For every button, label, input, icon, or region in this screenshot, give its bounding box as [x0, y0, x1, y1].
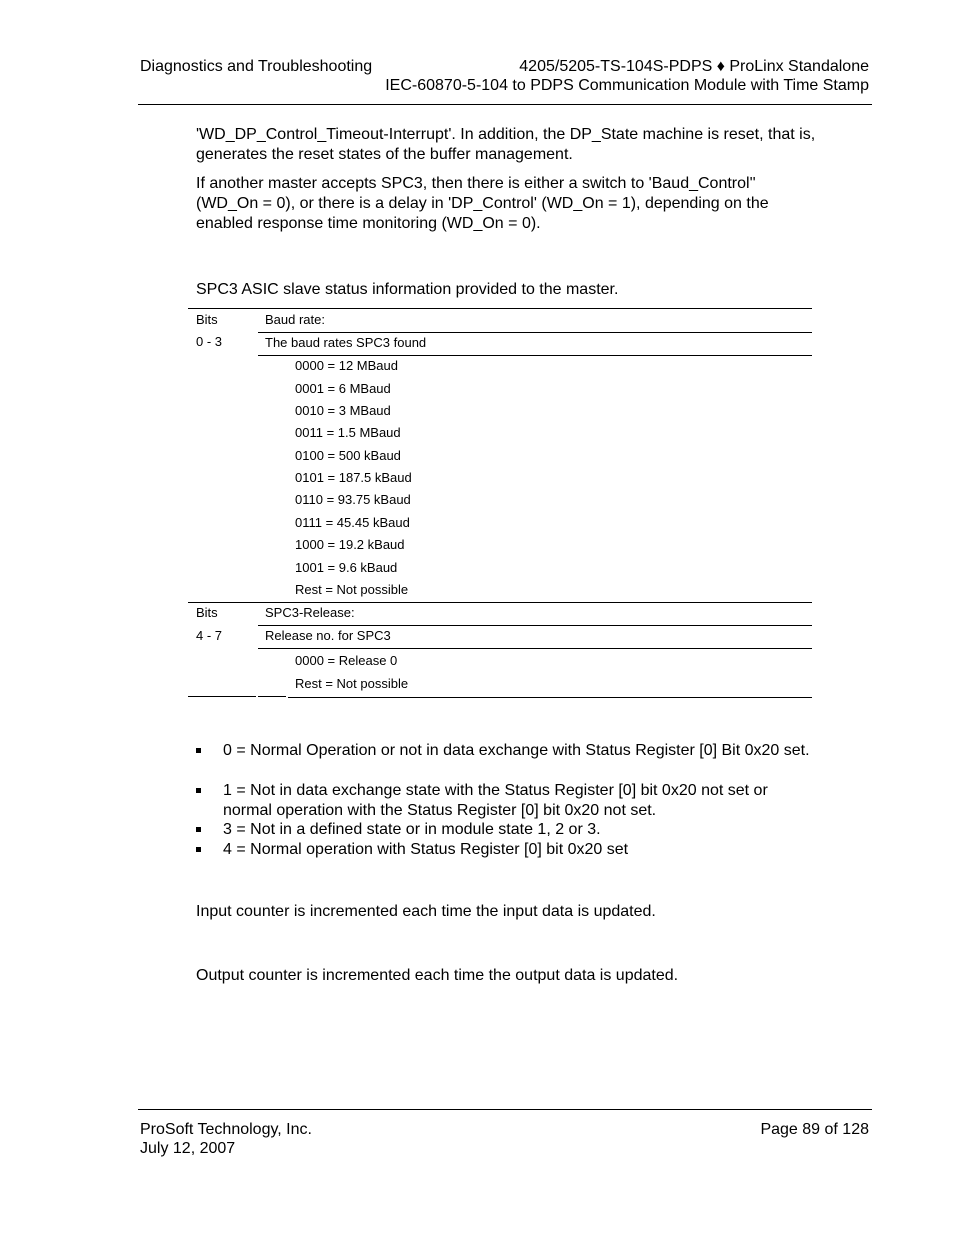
output-counter-text: Output counter is incremented each time the output data is updated. [196, 967, 679, 984]
baud-value: 1001 = 9.6 kBaud [295, 560, 398, 575]
paragraph-watchdog: 'WD_DP_Control_Timeout-Interrupt'. In addition, the DP_State machine is reset, that is, generates the reset states of the buffer management. [196, 126, 816, 163]
table-rule [188, 602, 812, 603]
bullet-icon [196, 788, 201, 793]
header-product-name: 4205/5205-TS-104S-PDPS ♦ ProLinx Standalone [519, 58, 869, 75]
baud-value: 0111 = 45.45 kBaud [295, 515, 410, 530]
baud-value: 0100 = 500 kBaud [295, 448, 401, 463]
bullet-icon [196, 748, 201, 753]
baud-value: 0010 = 3 MBaud [295, 403, 391, 418]
list-item: 1 = Not in data exchange state with the Status Register [0] bit 0x20 not set or normal operation with the Status Register [0] bit 0x20 not set. [196, 781, 816, 821]
list-item: 4 = Normal operation with Status Register [0] bit 0x20 set [196, 840, 816, 860]
baud-value: 1000 = 19.2 kBaud [295, 537, 405, 552]
release-subtitle: Release no. for SPC3 [265, 628, 391, 643]
baud-value: 0011 = 1.5 MBaud [295, 425, 401, 440]
table-rule-bottom [258, 696, 286, 697]
footer-date: July 12, 2007 [140, 1140, 236, 1157]
baud-rate-title: Baud rate: [265, 312, 325, 327]
table-rule-top [188, 308, 812, 309]
baud-value: 0001 = 6 MBaud [295, 381, 391, 396]
baud-rate-subtitle: The baud rates SPC3 found [265, 335, 427, 350]
list-item: 3 = Not in a defined state or in module state 1, 2 or 3. [196, 820, 816, 840]
input-counter-text: Input counter is incremented each time the input data is updated. [196, 903, 656, 920]
bullet-icon [196, 847, 201, 852]
bits-range: 4 - 7 [196, 628, 223, 643]
footer-divider [138, 1109, 872, 1110]
header-module-name: IEC-60870-5-104 to PDPS Communication Module with Time Stamp [385, 77, 869, 94]
baud-value: Rest = Not possible [295, 582, 409, 597]
table-rule [258, 625, 812, 626]
baud-value: 0000 = 12 MBaud [295, 358, 398, 373]
table-rule [258, 332, 812, 333]
bits-label: Bits [196, 605, 218, 620]
baud-value: 0101 = 187.5 kBaud [295, 470, 412, 485]
footer-page-number: Page 89 of 128 [760, 1121, 869, 1138]
bits-range: 0 - 3 [196, 334, 223, 349]
baud-value: 0110 = 93.75 kBaud [295, 492, 411, 507]
header-divider [138, 104, 872, 105]
table-rule [258, 355, 812, 356]
release-value: Rest = Not possible [295, 676, 409, 691]
table-rule-bottom [188, 696, 256, 697]
release-value: 0000 = Release 0 [295, 653, 398, 668]
bullet-icon [196, 827, 201, 832]
paragraph-master-switch: If another master accepts SPC3, then there is either a switch to 'Baud_Control'' (WD_On = 0), or there is a delay in 'DP_Control' (WD_On = 1), depending on the enabled response time monitoring (WD_On = 0). [196, 175, 769, 232]
bits-label: Bits [196, 312, 218, 327]
header-section-title: Diagnostics and Troubleshooting [140, 58, 373, 75]
table-rule [258, 648, 812, 649]
release-title: SPC3-Release: [265, 605, 355, 620]
list-item: 0 = Normal Operation or not in data exchange with Status Register [0] Bit 0x20 set. [196, 741, 816, 781]
table-rule-bottom [288, 697, 812, 698]
footer-company: ProSoft Technology, Inc. [140, 1121, 312, 1138]
table-caption: SPC3 ASIC slave status information provided to the master. [196, 281, 619, 298]
